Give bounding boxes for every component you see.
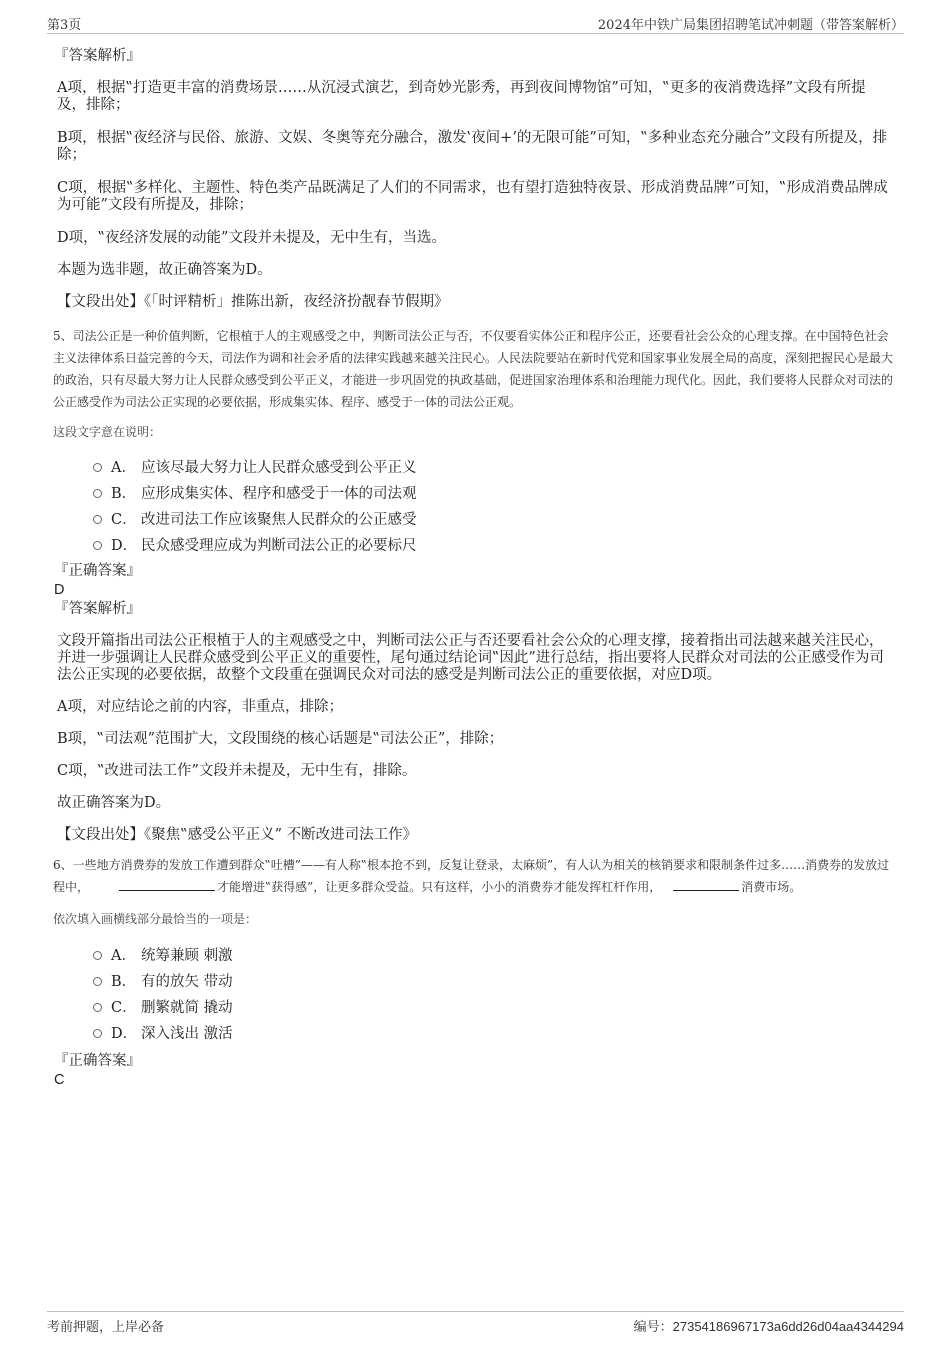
option-a[interactable]: A． 应该尽最大努力让人民群众感受到公平正义 <box>53 455 893 481</box>
question-prompt: 依次填入画横线部分最恰当的一项是： <box>53 912 258 926</box>
analysis-main: 文段开篇指出司法公正根植于人的主观感受之中，判断司法公正与否还要看社会公众的心理支撑，接着指出司法越来越关注民心，并进一步强调让人民群众感受到公平正义的重要性，尾句通过结论词‟因此”进行总结，指出要将人民群众对司法的公正感受作为司法公正实现的必要依据，故整个文段重在强调民众对司法的感受是判断司法公正的重要依据，对应D项。 <box>57 633 884 683</box>
analysis-option-b: B项，‟司法观”范围扩大，文段围绕的核心话题是‟司法公正”，排除； <box>57 731 504 747</box>
page-header <box>47 14 904 34</box>
radio-icon[interactable] <box>93 463 102 472</box>
radio-icon[interactable] <box>93 951 102 960</box>
radio-icon[interactable] <box>93 515 102 524</box>
analysis-conclusion: 本题为选非题，故正确答案为D。 <box>57 262 272 278</box>
page-content <box>53 48 894 1089</box>
passage-source: 【文段出处】《「时评精析」推陈出新，夜经济扮靓春节假期》 <box>57 294 449 310</box>
option-b[interactable]: B． 应形成集实体、程序和感受于一体的司法观 <box>53 481 893 507</box>
option-b[interactable]: B． 有的放矢 带动 <box>53 969 893 995</box>
analysis-option-a: A项，根据‟打造更丰富的消费场景……从沉浸式演艺，到奇妙光影秀，再到夜间博物馆”可知，‟更多的夜消费选择”文段有所提及，排除； <box>57 80 866 113</box>
answer-label: 『正确答案』 <box>54 1053 141 1069</box>
q4-analysis <box>54 48 893 311</box>
radio-icon[interactable] <box>93 977 102 986</box>
correct-answer: D <box>54 582 65 598</box>
option-d[interactable]: D． 深入浅出 激活 <box>53 1021 893 1047</box>
question-stem: 6、一些地方消费券的发放工作遭到群众‟吐槽”——有人称‟根本抢不到，反复让登录，太麻烦”，有人认为相关的核销要求和限制条件过多……消费券的发放过程中， 才能增进‟获得感”，让更多群众受益。只有这样，小小的消费券才能发挥杠杆作用， 消费市场。 <box>53 858 890 894</box>
analysis-conclusion: 故正确答案为D。 <box>57 795 171 811</box>
option-a[interactable]: A． 统筹兼顾 刺激 <box>53 943 893 969</box>
option-d[interactable]: D． 民众感受理应成为判断司法公正的必要标尺 <box>53 533 893 559</box>
radio-icon[interactable] <box>93 489 102 498</box>
analysis-option-b: B项，根据‟夜经济与民俗、旅游、文娱、冬奥等充分融合，激发‛夜间+’的无限可能”可知，‟多种业态充分融合”文段有所提及，排除； <box>57 130 888 163</box>
page-number: 第3页 <box>47 18 82 33</box>
correct-answer: C <box>54 1072 65 1088</box>
document-code: 编号：27354186967173a6dd26d04aa4344294 <box>633 1319 904 1335</box>
option-c[interactable]: C． 改进司法工作应该聚焦人民群众的公正感受 <box>53 507 893 533</box>
analysis-label: 『答案解析』 <box>54 48 141 64</box>
question-prompt: 这段文字意在说明： <box>53 425 162 439</box>
radio-icon[interactable] <box>93 541 102 550</box>
blank-2 <box>673 878 739 891</box>
option-c[interactable]: C． 删繁就简 撬动 <box>53 995 893 1021</box>
passage-source: 【文段出处】《聚焦‟感受公平正义” 不断改进司法工作》 <box>57 827 418 843</box>
page-footer <box>47 1311 904 1338</box>
options-list <box>53 455 893 559</box>
document-title: 2024年中铁广局集团招聘笔试冲刺题（带答案解析） <box>597 18 904 33</box>
analysis-option-c: C项，‟改进司法工作”文段并未提及，无中生有，排除。 <box>57 763 417 779</box>
analysis-option-d: D项，‟夜经济发展的动能”文段并未提及，无中生有，当选。 <box>57 230 446 246</box>
q5-analysis <box>57 633 893 844</box>
radio-icon[interactable] <box>93 1003 102 1012</box>
answer-label: 『正确答案』 <box>54 563 141 579</box>
analysis-option-a: A项，对应结论之前的内容，非重点，排除； <box>57 699 343 715</box>
footer-slogan: 考前押题，上岸必备 <box>47 1320 165 1335</box>
radio-icon[interactable] <box>93 1029 102 1038</box>
analysis-label: 『答案解析』 <box>54 601 141 617</box>
question-stem: 5、司法公正是一种价值判断，它根植于人的主观感受之中，判断司法公正与否，不仅要看实体公正和程序公正，还要看社会公众的心理支撑。在中国特色社会主义法律体系日益完善的今天，司法作为调和社会矛盾的法律实践越来越关注民心。人民法院要站在新时代党和国家事业发展全局的高度，深刻把握民心是最大的政治，只有尽最大努力让人民群众感受到公平正义，才能进一步巩固党的执政基础，促进国家治理体系和治理能力现代化。因此，我们要将人民群众对司法的公正感受作为司法公正实现的必要依据，形成集实体、程序、感受于一体的司法公正观。 <box>53 329 894 409</box>
options-list <box>53 943 893 1047</box>
question-6 <box>53 854 893 1089</box>
analysis-option-c: C项，根据‟多样化、主题性、特色类产品既满足了人们的不同需求，也有望打造独特夜景、形成消费品牌”可知，‟形成消费品牌成为可能”文段有所提及，排除； <box>57 180 888 213</box>
blank-1 <box>119 878 215 891</box>
question-5 <box>53 325 893 618</box>
